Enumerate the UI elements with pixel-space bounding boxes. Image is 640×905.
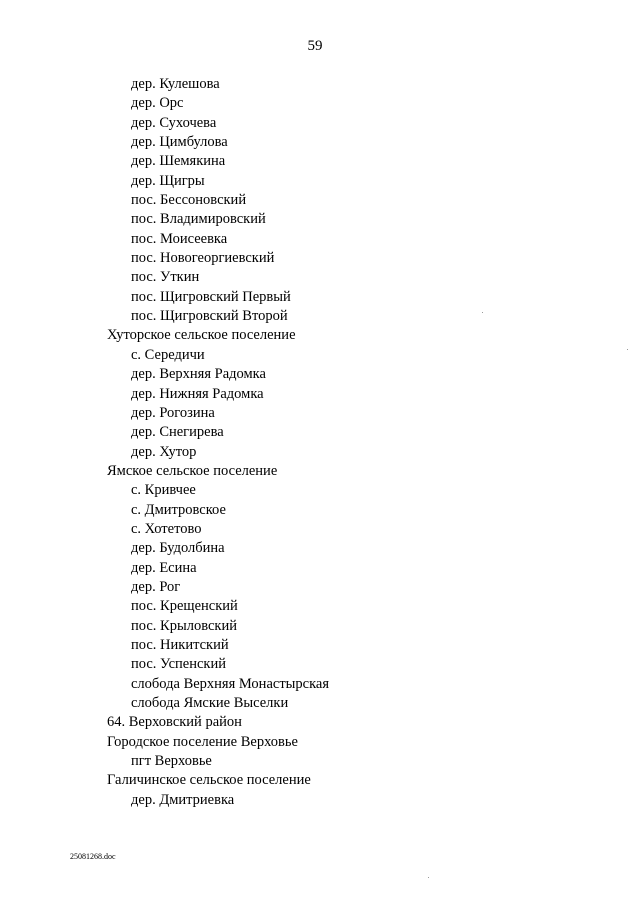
section-heading: Галичинское сельское поселение (107, 772, 311, 789)
settlement-item: пос. Щигровский Второй (131, 308, 288, 325)
settlement-item: слобода Верхняя Монастырская (131, 675, 330, 692)
settlement-item: дер. Рог (131, 578, 181, 595)
settlement-item: пос. Никитский (131, 636, 229, 653)
settlement-list (0, 75, 640, 810)
settlement-item: дер. Цимбулова (131, 134, 228, 151)
settlement-item: дер. Сухочева (131, 114, 217, 131)
settlement-item: пос. Крыловский (131, 617, 237, 634)
settlement-item: пос. Новогеоргиевский (131, 250, 275, 267)
footer-file-code: 25081268.doc (70, 852, 116, 861)
settlement-item: дер. Будолбина (131, 540, 225, 557)
settlement-item: пос. Уткин (131, 269, 200, 286)
settlement-item: дер. Хутор (131, 443, 197, 460)
settlement-item: пос. Моисеевка (131, 230, 228, 247)
settlement-item: с. Середичи (131, 346, 205, 363)
settlement-item: дер. Рогозина (131, 404, 215, 421)
section-heading: 64. Верховский район (107, 714, 242, 731)
scan-speck (627, 349, 628, 350)
settlement-item: пос. Успенский (131, 656, 226, 673)
settlement-item: пос. Щигровский Первый (131, 288, 291, 305)
settlement-item: с. Кривчее (131, 482, 196, 499)
settlement-item: дер. Орс (131, 95, 184, 112)
settlement-item: с. Хотетово (131, 520, 202, 537)
settlement-item: слобода Ямские Выселки (131, 695, 289, 711)
section-heading: Ямское сельское поселение (107, 462, 278, 479)
settlement-item: пос. Крещенский (131, 598, 238, 615)
settlement-item: пос. Бессоновский (131, 192, 247, 209)
scan-speck (482, 312, 483, 313)
page-number: 59 (307, 38, 323, 54)
settlement-item: дер. Верхняя Радомка (131, 366, 266, 383)
settlement-item: дер. Нижняя Радомка (131, 385, 264, 402)
section-heading: Хуторское сельское поселение (107, 327, 296, 344)
settlement-item: дер. Щигры (131, 172, 205, 189)
settlement-item: с. Дмитровское (131, 501, 226, 518)
settlement-item: дер. Шемякина (131, 153, 226, 170)
settlement-item: пгт Верховье (131, 753, 212, 770)
settlement-item: дер. Снегирева (131, 424, 224, 441)
settlement-item: дер. Кулешова (131, 76, 220, 92)
settlement-item: дер. Дмитриевка (131, 791, 235, 808)
settlement-item: дер. Есина (131, 559, 197, 576)
settlement-item: пос. Владимировский (131, 211, 266, 228)
scan-speck (428, 877, 429, 878)
section-heading: Городское поселение Верховье (107, 733, 298, 750)
